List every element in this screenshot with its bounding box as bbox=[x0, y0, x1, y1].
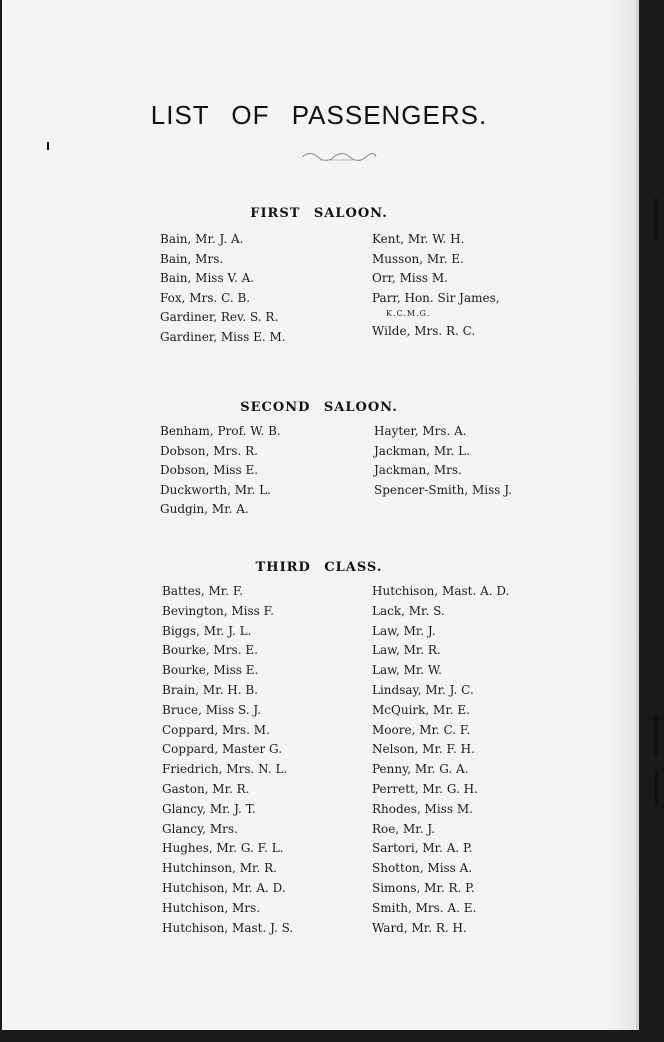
passenger-entry: Shotton, Miss A. bbox=[372, 861, 473, 876]
passenger-entry: Biggs, Mr. J. L. bbox=[162, 623, 252, 638]
title-ornament bbox=[300, 148, 378, 162]
section-heading-first-saloon: FIRST SALOON. bbox=[250, 206, 388, 221]
passenger-entry: Jackman, Mr. L. bbox=[374, 443, 470, 458]
passenger-entry: Law, Mr. W. bbox=[372, 663, 442, 678]
passenger-entry: Bain, Mr. J. A. bbox=[160, 232, 244, 246]
passenger-entry: Ward, Mr. R. H. bbox=[372, 920, 467, 935]
page-title: LIST OF PASSENGERS. bbox=[150, 100, 488, 130]
passenger-entry: Brain, Mr. H. B. bbox=[162, 682, 258, 697]
passenger-entry: Parr, Hon. Sir James, bbox=[372, 290, 500, 305]
passenger-entry: Duckworth, Mr. L. bbox=[160, 482, 271, 497]
third-class-left-column bbox=[162, 582, 293, 938]
section-heading-second-saloon: SECOND SALOON. bbox=[240, 400, 398, 415]
passenger-entry: Glancy, Mr. J. T. bbox=[162, 801, 256, 816]
passenger-entry: Roe, Mr. J. bbox=[372, 821, 436, 836]
passenger-entry: Battes, Mr. F. bbox=[162, 584, 244, 598]
passenger-entry: Gardiner, Miss E. M. bbox=[160, 329, 286, 344]
page-edge-shadow bbox=[606, 0, 636, 1030]
passenger-entry: Jackman, Mrs. bbox=[374, 463, 462, 478]
passenger-entry: Friedrich, Mrs. N. L. bbox=[162, 762, 288, 777]
passenger-entry: Bourke, Mrs. E. bbox=[162, 643, 258, 658]
honours-note: K.C.M.G. bbox=[386, 309, 431, 319]
passenger-entry: Hutchison, Mr. A. D. bbox=[162, 880, 286, 895]
second-saloon-right-column bbox=[374, 422, 512, 500]
first-saloon-right-column bbox=[372, 230, 500, 342]
passenger-entry: Dobson, Mrs. R. bbox=[160, 443, 258, 458]
passenger-entry: Dobson, Miss E. bbox=[160, 463, 259, 478]
passenger-entry: Bevington, Miss F. bbox=[162, 603, 274, 618]
section-heading-third-class: THIRD CLASS. bbox=[255, 560, 383, 575]
passenger-entry: Fox, Mrs. C. B. bbox=[160, 290, 251, 305]
passenger-entry: Glancy, Mrs. bbox=[162, 821, 238, 836]
document-page bbox=[2, 0, 639, 1030]
passenger-entry: Moore, Mr. C. F. bbox=[372, 722, 471, 737]
passenger-entry: Law, Mr. J. bbox=[372, 623, 436, 638]
passenger-entry: Bourke, Miss E. bbox=[162, 663, 259, 678]
scan-mark bbox=[654, 198, 658, 240]
passenger-entry: Lindsay, Mr. J. C. bbox=[372, 682, 474, 697]
passenger-entry: Hutchinson, Mr. R. bbox=[162, 861, 277, 876]
passenger-entry: Simons, Mr. R. P. bbox=[372, 880, 475, 895]
passenger-entry: Kent, Mr. W. H. bbox=[372, 232, 465, 246]
passenger-entry: Hayter, Mrs. A. bbox=[374, 424, 467, 438]
passenger-entry: Gudgin, Mr. A. bbox=[160, 502, 249, 517]
passenger-entry: Nelson, Mr. F. H. bbox=[372, 742, 475, 757]
passenger-entry: Coppard, Master G. bbox=[162, 742, 283, 757]
passenger-entry: Perrett, Mr. G. H. bbox=[372, 781, 478, 796]
second-saloon-left-column bbox=[160, 422, 281, 520]
passenger-entry: Coppard, Mrs. M. bbox=[162, 722, 270, 737]
passenger-entry: Hutchison, Mast. A. D. bbox=[372, 584, 510, 598]
third-class-right-column bbox=[372, 582, 509, 938]
passenger-entry: Bain, Mrs. bbox=[160, 251, 224, 266]
passenger-entry: Hutchison, Mrs. bbox=[162, 900, 261, 915]
passenger-entry: Wilde, Mrs. R. C. bbox=[372, 324, 476, 339]
passenger-entry: Lack, Mr. S. bbox=[372, 603, 445, 618]
passenger-entry: Spencer-Smith, Miss J. bbox=[374, 482, 512, 497]
scan-mark bbox=[654, 715, 658, 755]
scan-mark bbox=[47, 142, 49, 150]
passenger-entry: Law, Mr. R. bbox=[372, 643, 441, 658]
passenger-entry: Hutchison, Mast. J. S. bbox=[162, 920, 294, 935]
passenger-entry: Orr, Miss M. bbox=[372, 271, 448, 286]
passenger-entry: Penny, Mr. G. A. bbox=[372, 762, 469, 777]
passenger-entry: Gaston, Mr. R. bbox=[162, 781, 250, 796]
scan-mark bbox=[655, 770, 658, 806]
passenger-entry: Bruce, Miss S. J. bbox=[162, 702, 262, 717]
passenger-entry: Gardiner, Rev. S. R. bbox=[160, 310, 279, 325]
passenger-entry: Musson, Mr. E. bbox=[372, 251, 464, 266]
passenger-entry: Benham, Prof. W. B. bbox=[160, 424, 281, 438]
passenger-entry: Smith, Mrs. A. E. bbox=[372, 900, 477, 915]
passenger-entry: Rhodes, Miss M. bbox=[372, 801, 473, 816]
passenger-entry: Sartori, Mr. A. P. bbox=[372, 841, 473, 856]
passenger-entry: McQuirk, Mr. E. bbox=[372, 702, 470, 717]
passenger-entry: Hughes, Mr. G. F. L. bbox=[162, 841, 284, 856]
passenger-entry: Bain, Miss V. A. bbox=[160, 271, 255, 286]
first-saloon-left-column bbox=[160, 230, 286, 348]
